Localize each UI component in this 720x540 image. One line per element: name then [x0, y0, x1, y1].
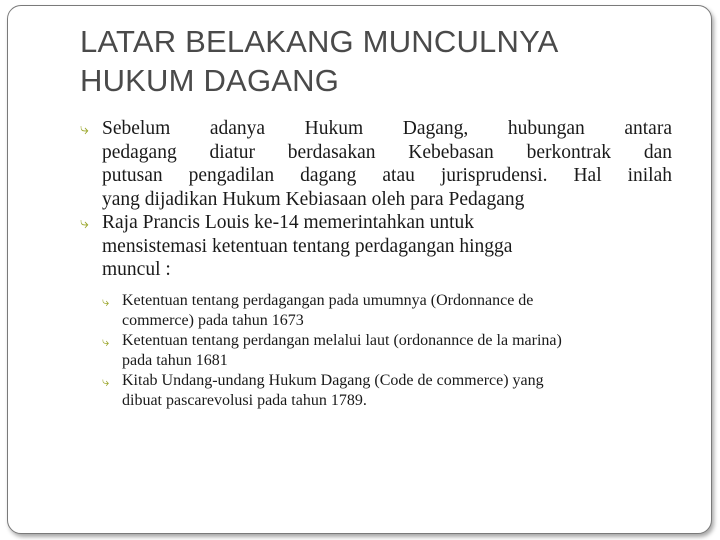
sub-bullet-line: Ketentuan tentang perdangan melalui laut (ordonannce de la marina) [122, 331, 562, 349]
title-line-1: LATAR BELAKANG MUNCULNYA [80, 24, 559, 59]
sub-bullet-item [102, 291, 672, 331]
title-line-2: HUKUM DAGANG [80, 63, 340, 98]
sub-bullet-line: Kitab Undang-undang Hukum Dagang (Code de commerce) yang [122, 371, 544, 389]
sub-bullet-line: Ketentuan tentang perdagangan pada umumnya (Ordonnance de [122, 291, 534, 309]
bullet-line: Raja Prancis Louis ke-14 memerintahkan untuk [102, 212, 475, 233]
curved-arrow-bullet-icon: ⤷ [102, 373, 110, 389]
curved-arrow-bullet-icon: ⤷ [80, 121, 89, 138]
slide-body [80, 117, 672, 411]
slide-title [80, 22, 680, 100]
bullet-item [80, 117, 672, 211]
curved-arrow-bullet-icon: ⤷ [102, 333, 110, 349]
bullet-line: Sebelum adanya Hukum Dagang, hubungan antara [102, 118, 672, 139]
bullet-line: muncul : [102, 259, 171, 280]
sub-bullet-item [102, 371, 672, 411]
bullet-item [80, 211, 672, 282]
curved-arrow-bullet-icon: ⤷ [102, 293, 110, 309]
sub-bullet-line: pada tahun 1681 [122, 351, 228, 369]
bullet-line: putusan pengadilan dagang atau jurisprudensi. Hal inilah [102, 165, 672, 186]
curved-arrow-bullet-icon: ⤷ [80, 215, 89, 232]
bullet-line: yang dijadikan Hukum Kebiasaan oleh para Pedagang [102, 188, 525, 210]
sub-bullet-item [102, 331, 672, 371]
sub-bullet-line: dibuat pascarevolusi pada tahun 1789. [122, 391, 367, 409]
bullet-line: mensistemasi ketentuan tentang perdagangan hingga [102, 235, 513, 257]
bullet-line: pedagang diatur berdasakan Kebebasan berkontrak dan [102, 141, 672, 163]
sub-bullet-line: commerce) pada tahun 1673 [122, 311, 304, 329]
